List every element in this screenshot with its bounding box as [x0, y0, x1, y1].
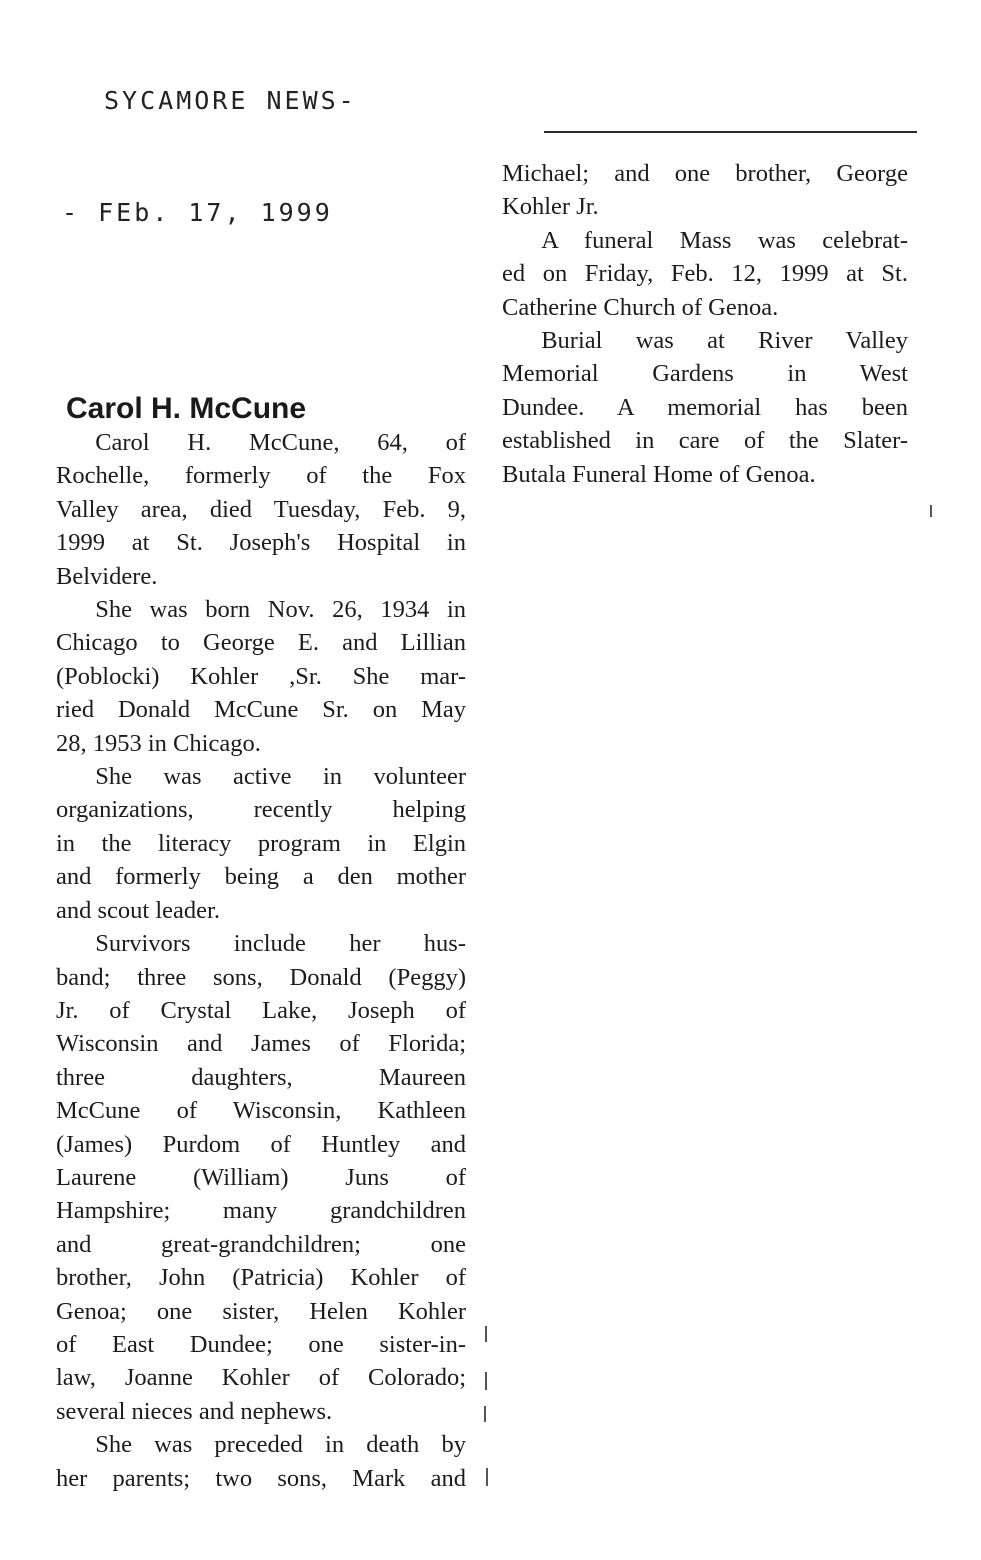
text-line: Butala Funeral Home of Genoa.	[502, 460, 816, 488]
column-rule	[544, 131, 917, 133]
right-column	[502, 157, 908, 491]
text-line: brother, John (Patricia) Kohler of	[56, 1264, 466, 1292]
text-line: Kohler Jr.	[502, 193, 599, 221]
text-line: her parents; two sons, Mark and	[56, 1464, 466, 1492]
text-line: Hampshire; many grandchildren	[56, 1197, 466, 1225]
text-line: of East Dundee; one sister-in-	[56, 1330, 466, 1358]
text-line: Valley area, died Tuesday, Feb. 9,	[56, 495, 466, 523]
text-line: band; three sons, Donald (Peggy)	[56, 963, 466, 991]
date-header: - FEb. 17, 1999	[62, 198, 333, 227]
text-line: A funeral Mass was celebrat-	[541, 226, 908, 254]
source-header: SYCAMORE NEWS-	[104, 86, 357, 115]
text-line: organizations, recently helping	[56, 796, 466, 824]
scan-edge-mark	[485, 1326, 487, 1342]
text-line: Jr. of Crystal Lake, Joseph of	[56, 996, 466, 1024]
text-line: in the literacy program in Elgin	[56, 829, 466, 857]
text-line: and great-grandchildren; one	[56, 1230, 466, 1258]
text-line: Memorial Gardens in West	[502, 360, 908, 388]
text-line: McCune of Wisconsin, Kathleen	[56, 1097, 466, 1125]
text-line: Burial was at River Valley	[541, 327, 908, 355]
text-line: 1999 at St. Joseph's Hospital in	[56, 529, 466, 557]
text-line: Catherine Church of Genoa.	[502, 293, 779, 321]
text-line: several nieces and nephews.	[56, 1397, 333, 1425]
text-line: Laurene (William) Juns of	[56, 1163, 466, 1191]
text-line: law, Joanne Kohler of Colorado;	[56, 1364, 466, 1392]
text-line: Genoa; one sister, Helen Kohler	[56, 1297, 466, 1325]
obituary-headline: Carol H. McCune	[66, 392, 307, 425]
text-line: ed on Friday, Feb. 12, 1999 at St.	[502, 260, 908, 288]
text-line: and scout leader.	[56, 896, 220, 924]
text-line: Chicago to George E. and Lillian	[56, 629, 466, 657]
text-line: Wisconsin and James of Florida;	[56, 1030, 466, 1058]
scan-edge-mark	[930, 505, 932, 517]
text-line: She was preceded in death by	[95, 1431, 466, 1459]
text-line: and formerly being a den mother	[56, 863, 466, 891]
text-line: (Poblocki) Kohler ,Sr. She mar-	[56, 662, 466, 690]
text-line: established in care of the Slater-	[502, 427, 908, 455]
scan-edge-mark	[485, 1372, 487, 1390]
text-line: She was born Nov. 26, 1934 in	[95, 596, 466, 624]
text-line: ried Donald McCune Sr. on May	[56, 696, 466, 724]
text-line: Belvidere.	[56, 562, 158, 590]
text-line: Survivors include her hus-	[95, 930, 466, 958]
text-line: Michael; and one brother, George	[502, 160, 908, 187]
text-line: (James) Purdom of Huntley and	[56, 1130, 466, 1158]
scan-edge-mark	[484, 1406, 486, 1422]
text-line: Carol H. McCune, 64, of	[95, 429, 466, 456]
left-column	[56, 426, 466, 1495]
text-line: three daughters, Maureen	[56, 1063, 466, 1091]
text-line: She was active in volunteer	[95, 763, 466, 791]
scan-edge-mark	[486, 1468, 488, 1486]
text-line: Dundee. A memorial has been	[502, 393, 908, 421]
text-line: Rochelle, formerly of the Fox	[56, 462, 466, 490]
text-line: 28, 1953 in Chicago.	[56, 729, 261, 757]
